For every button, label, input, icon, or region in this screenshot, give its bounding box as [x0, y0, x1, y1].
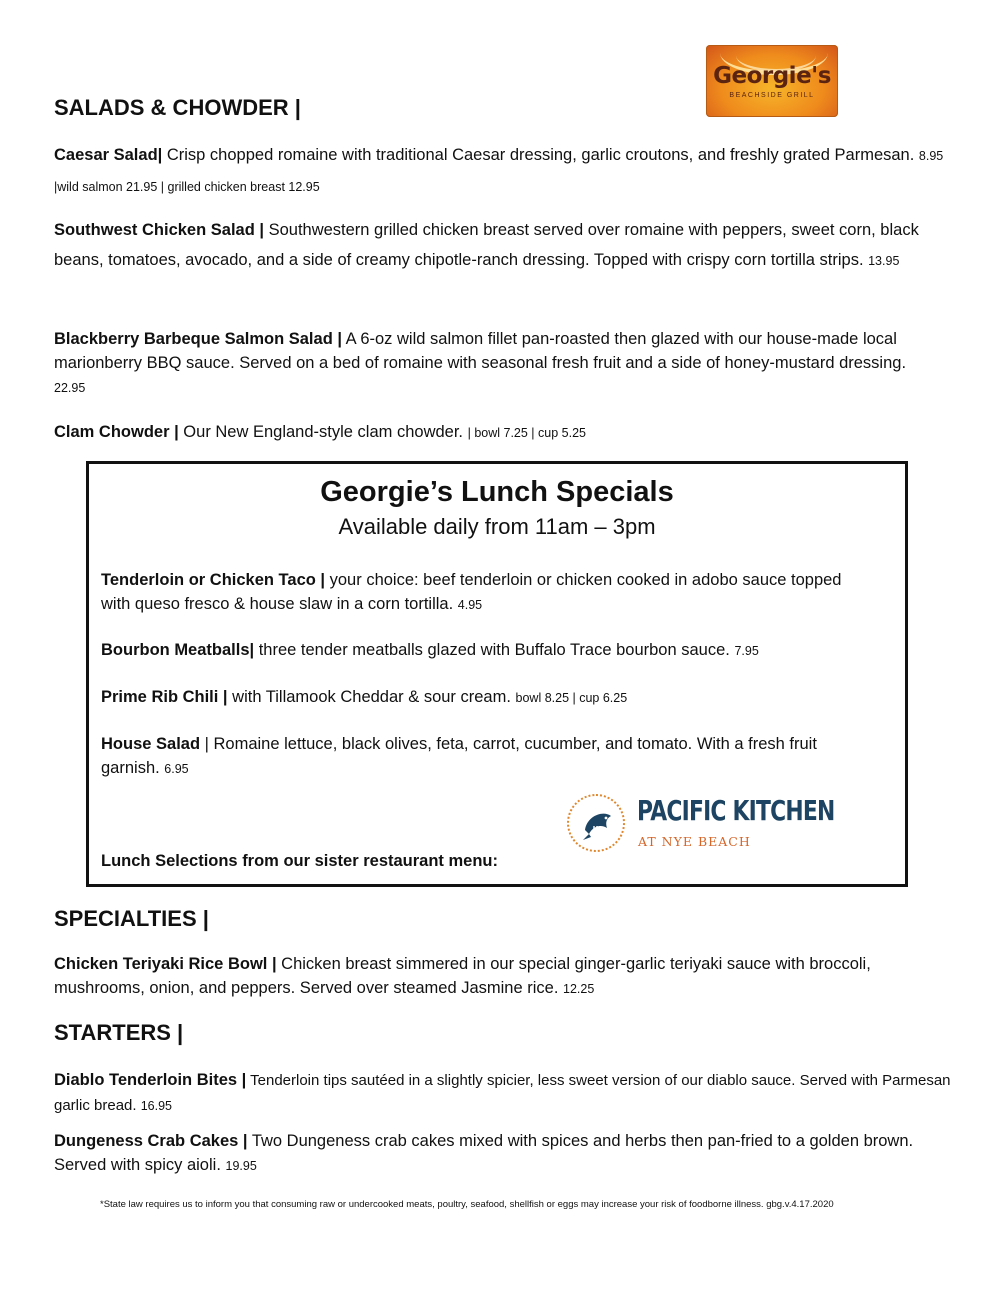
item-description: A 6-oz wild salmon fillet pan-roasted then glazed with our house-made local marionberry BBQ sauce. Served on a bed of romaine with seasonal fresh fruit and a side of honey-mustard dressing.: [54, 330, 907, 372]
specials-title: Georgie’s Lunch Specials: [320, 476, 674, 508]
item-description: Two Dungeness crab cakes mixed with spices and herbs then pan-fried to a golden brown. Served with spicy aioli.: [54, 1132, 914, 1174]
item-description: Tenderloin tips sautéed in a slightly spicier, less sweet version of our diablo sauce. Served with Parmesan garlic bread.: [54, 1072, 951, 1114]
item-name: House Salad: [101, 735, 201, 753]
special-item-house-salad: [101, 732, 861, 781]
item-name: Prime Rib Chili |: [101, 688, 228, 706]
item-price: 6.95: [164, 762, 189, 776]
item-name: Clam Chowder |: [54, 423, 179, 441]
item-price: 12.25: [563, 982, 595, 996]
logo-name: Georgie's: [713, 63, 831, 89]
item-name: Southwest Chicken Salad |: [54, 221, 264, 239]
pacific-kitchen-emblem: [567, 794, 625, 852]
item-price: 16.95: [140, 1099, 172, 1113]
special-item-prime-rib-chili: [101, 685, 861, 710]
pacific-kitchen-subtitle: AT NYE BEACH: [638, 834, 751, 849]
item-description: | Romaine lettuce, black olives, feta, carrot, cucumber, and tomato. With a fresh fruit garnish.: [101, 735, 817, 777]
lunch-specials-box: [86, 461, 908, 887]
item-name: Tenderloin or Chicken Taco |: [101, 571, 326, 589]
salads-heading: SALADS & CHOWDER |: [54, 95, 301, 120]
item-description: with Tillamook Cheddar & sour cream.: [227, 688, 516, 706]
menu-item-southwest-chicken-salad: [54, 215, 954, 276]
starters-heading: STARTERS |: [54, 1020, 184, 1045]
menu-item-dungeness-crab-cakes: [54, 1129, 934, 1178]
special-item-bourbon-meatballs: [101, 638, 901, 663]
item-name: Bourbon Meatballs|: [101, 641, 255, 659]
item-description: Southwestern grilled chicken breast served over romaine with peppers, sweet corn, black beans, tomatoes, avocado, and a side of creamy chipotle-ranch dressing. Topped with crispy corn tortilla strips.: [54, 221, 919, 269]
sister-restaurant-label: Lunch Selections from our sister restaurant menu:: [101, 852, 498, 870]
item-price: 19.95: [225, 1159, 257, 1173]
georgies-logo: [706, 45, 838, 117]
pacific-kitchen-name: PACIFIC KITCHEN: [637, 794, 835, 827]
logo-subtitle: BEACHSIDE GRILL: [729, 92, 815, 99]
item-name: Diablo Tenderloin Bites |: [54, 1071, 247, 1089]
menu-item-diablo-tenderloin-bites: [54, 1068, 954, 1118]
item-name: Chicken Teriyaki Rice Bowl |: [54, 955, 277, 973]
pacific-kitchen-logo: [567, 792, 835, 856]
menu-item-caesar-salad: [54, 140, 954, 202]
item-description: Crisp chopped romaine with traditional Caesar dressing, garlic croutons, and freshly grated Parmesan.: [162, 146, 919, 164]
item-price: bowl 8.25 | cup 6.25: [515, 691, 628, 705]
item-description: your choice: beef tenderloin or chicken cooked in adobo sauce topped with queso fresco & house slaw in a corn tortilla.: [101, 571, 842, 613]
specialties-heading: SPECIALTIES |: [54, 906, 209, 931]
item-price: | bowl 7.25 | cup 5.25: [467, 426, 586, 440]
specials-subtitle: Available daily from 11am – 3pm: [338, 514, 656, 539]
item-name: Caesar Salad|: [54, 146, 163, 164]
menu-item-chicken-teriyaki-rice-bowl: [54, 952, 944, 1001]
menu-item-blackberry-bbq-salmon-salad: [54, 327, 934, 400]
fish-icon: [579, 806, 617, 844]
item-description: Our New England-style clam chowder.: [178, 423, 468, 441]
item-description: Chicken breast simmered in our special ginger-garlic teriyaki sauce with broccoli, mushrooms, onion, and peppers. Served over steamed Jasmine rice.: [54, 955, 871, 997]
menu-item-clam-chowder: [54, 420, 954, 445]
special-item-taco: [101, 568, 861, 617]
health-warning-footnote: *State law requires us to inform you that consuming raw or undercooked meats, poultry, seafood, shellfish or eggs may increase your risk of foodborne illness. gbg.v.4.17.2020: [100, 1199, 834, 1210]
item-price: 7.95: [734, 644, 759, 658]
item-price: 13.95: [868, 254, 900, 268]
item-description: three tender meatballs glazed with Buffalo Trace bourbon sauce.: [254, 641, 735, 659]
item-name: Blackberry Barbeque Salmon Salad |: [54, 330, 342, 348]
item-price: 22.95: [54, 381, 86, 395]
item-price: 8.95 |wild salmon 21.95 | grilled chicken breast 12.95: [54, 149, 944, 194]
item-price: 4.95: [457, 598, 483, 612]
item-name: Dungeness Crab Cakes |: [54, 1132, 248, 1150]
